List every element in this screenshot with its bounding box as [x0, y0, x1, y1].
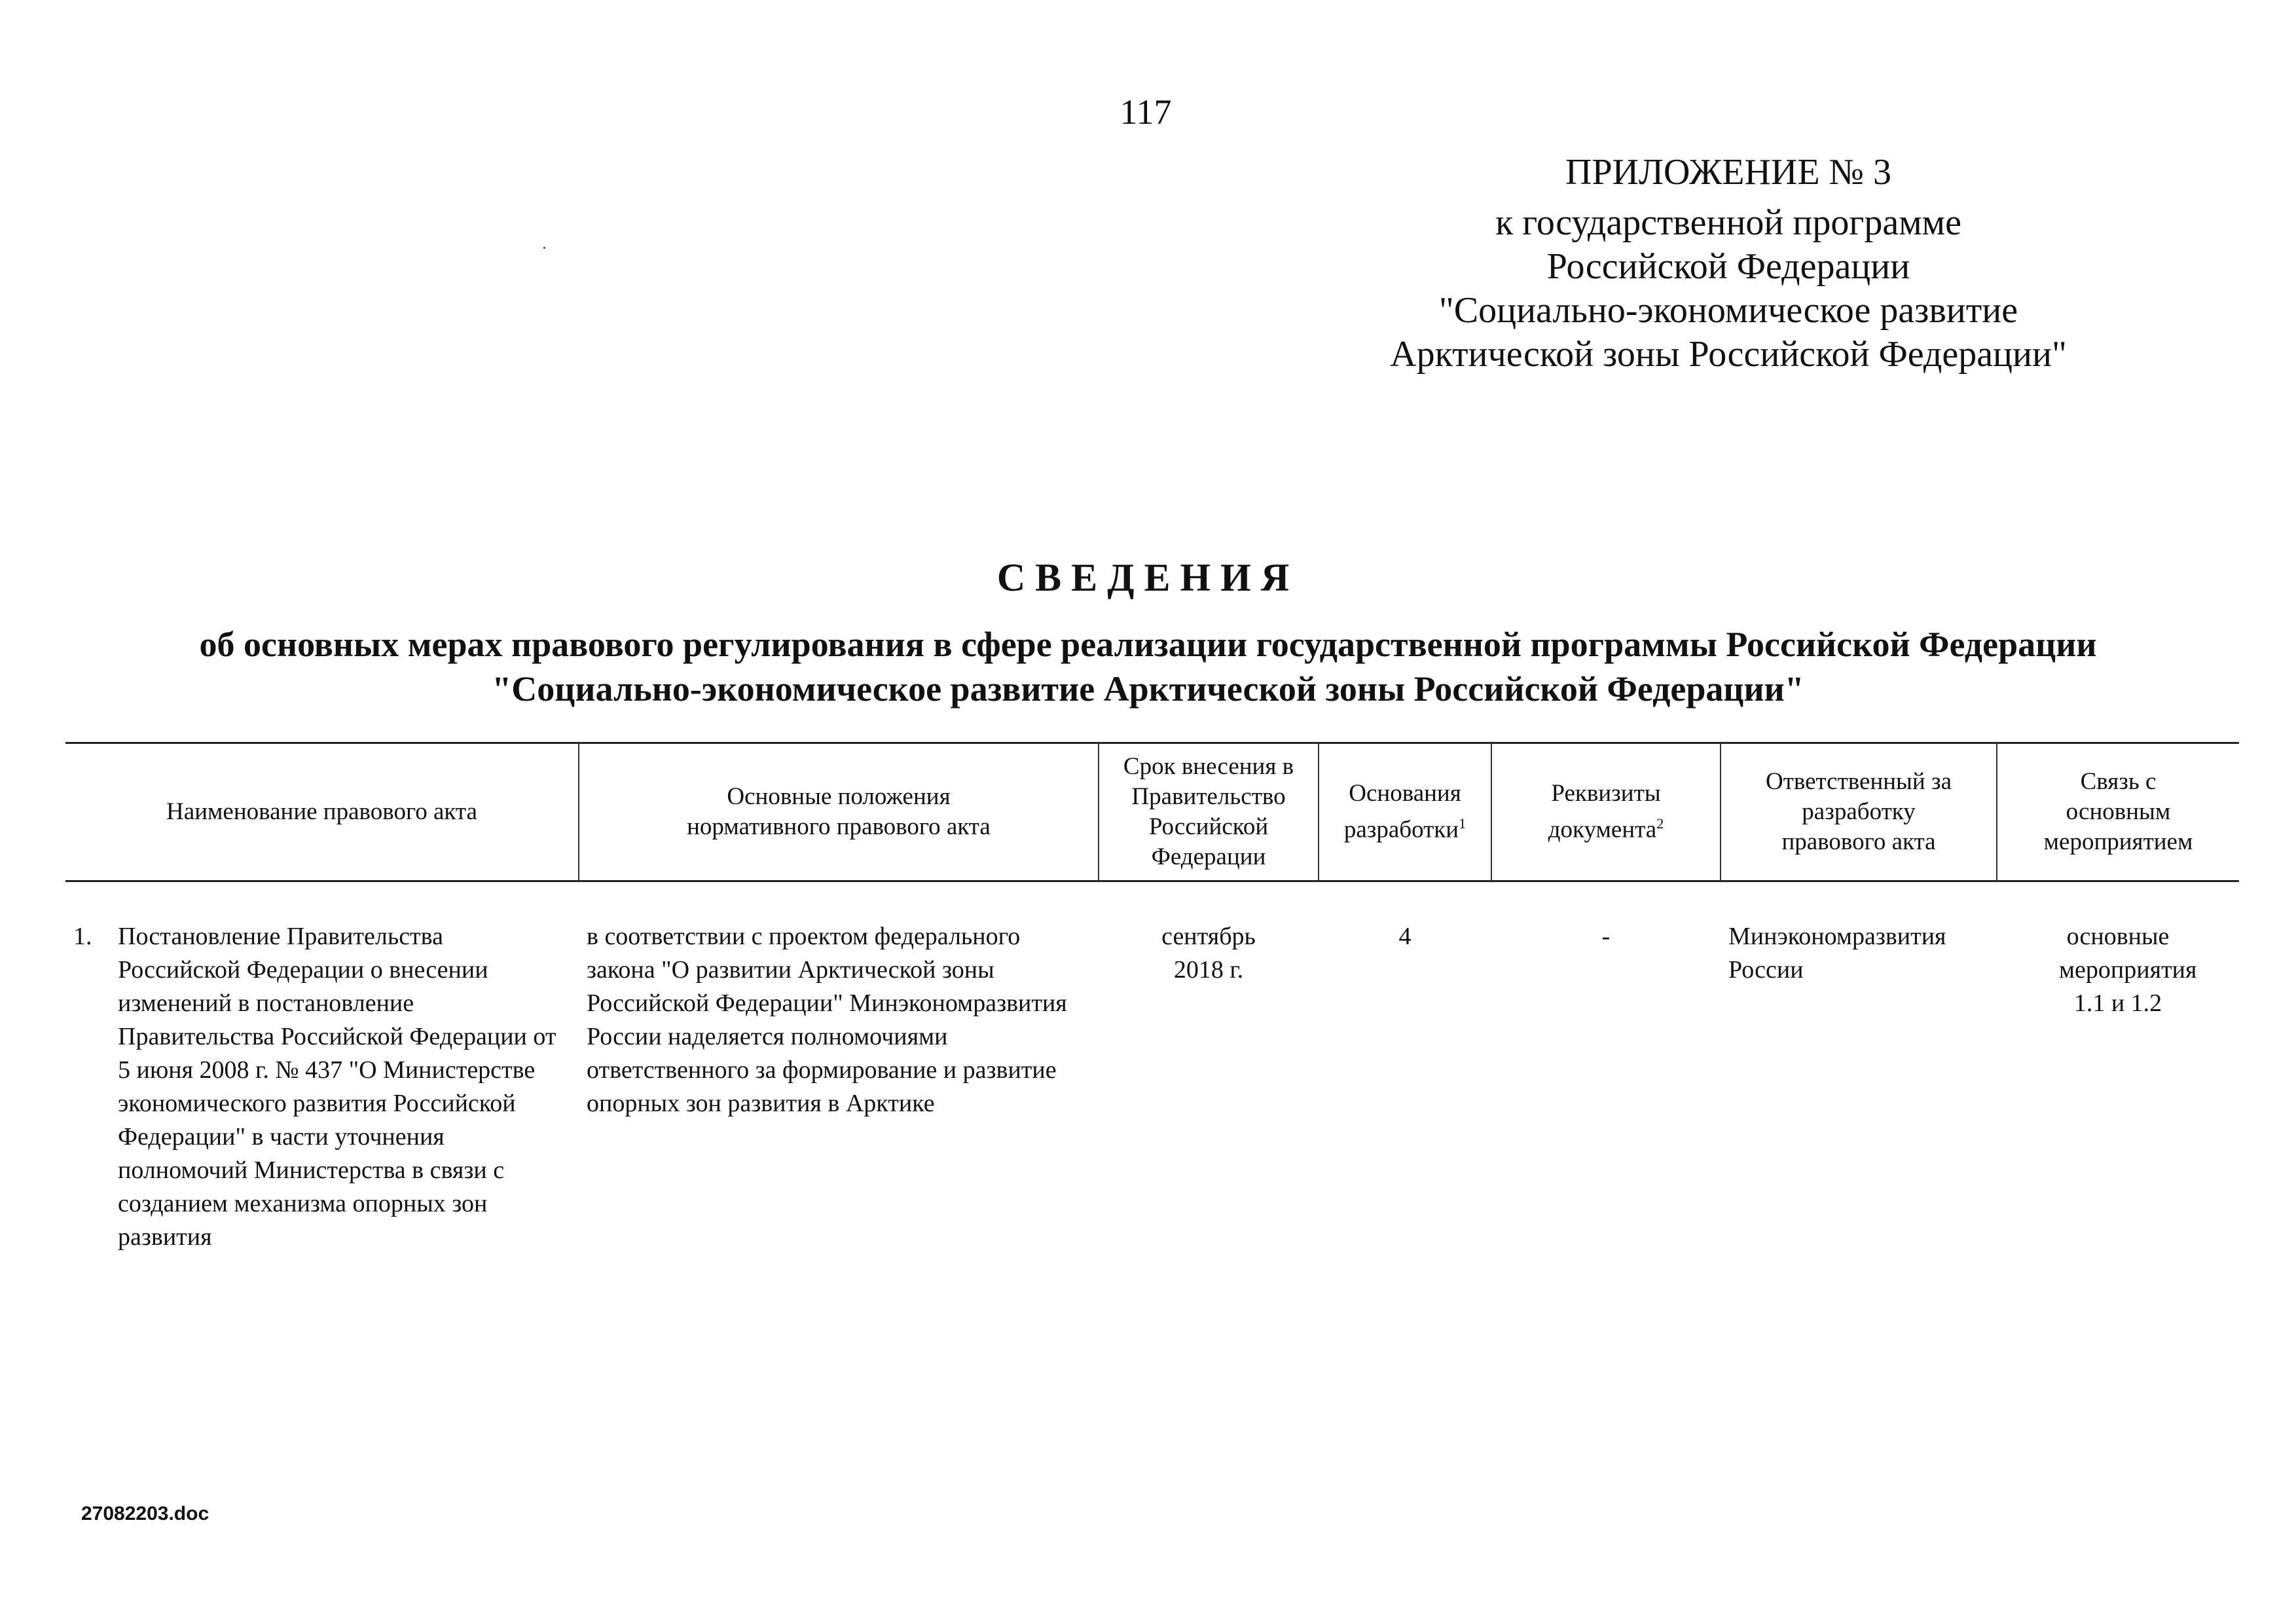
file-identifier: 27082203.doc — [81, 1503, 210, 1524]
document-subtitle — [0, 622, 2296, 711]
header-term-text: Срок внесения в Правительство Российской Федерации — [1123, 753, 1294, 870]
header-link-text: Связь с основным мероприятием — [2043, 768, 2193, 855]
header-responsible-text: Ответственный за разработку правового акта — [1765, 768, 1952, 855]
header-basis-text: Основания разработки — [1343, 780, 1461, 843]
header-requisites — [1491, 743, 1721, 881]
cell-name — [65, 881, 579, 1255]
header-term — [1099, 743, 1319, 881]
footnote-marker: 1 — [1459, 815, 1467, 832]
appendix-heading — [1336, 151, 2121, 377]
appendix-label: ПРИЛОЖЕНИЕ № 3 — [1565, 152, 1891, 193]
cell-basis: 4 — [1398, 923, 1412, 950]
cell-requisites: - — [1601, 923, 1611, 950]
appendix-line: Арктической зоны Российской Федерации" — [1390, 334, 2067, 375]
table-row — [65, 881, 2239, 1255]
cell-term — [1099, 881, 1319, 1255]
link-text: основные мероприятия 1.1 и 1.2 — [2059, 923, 2197, 1017]
appendix-line: к государственной программе — [1495, 202, 1961, 243]
header-provisions-text: Основные положения нормативного правового акта — [687, 783, 991, 840]
header-basis — [1319, 743, 1491, 881]
footnote-marker: 2 — [1656, 815, 1664, 832]
act-name: Постановление Правительства Российской Федерации о внесении изменений в постановление Правительства Российской Федерации от 5 июня 2008 г. № 437 "О Министерстве экономического развития Российской Федерации" в части уточнения полномочий Министерства в связи с созданием механизма опорных зон развития — [118, 923, 556, 1251]
subtitle-line: "Социально-экономическое развитие Арктической зоны Российской Федерации" — [492, 669, 1804, 709]
header-link — [1997, 743, 2239, 881]
scan-speck — [543, 247, 545, 249]
cell-provisions: в соответствии с проектом федерального закона "О развитии Арктической зоны Российской Федерации" Минэкономразвития России наделяется полномочиями ответственного за формирование и развитие опорных зон развития в Арктике — [587, 923, 1067, 1117]
header-responsible — [1721, 743, 1997, 881]
term-text: сентябрь 2018 г. — [1161, 923, 1256, 984]
cell-link — [1997, 881, 2239, 1255]
document-title: СВЕДЕНИЯ — [996, 556, 1300, 599]
cell-responsible: Минэкономразвития России — [1728, 923, 1946, 984]
header-provisions — [579, 743, 1099, 881]
appendix-line: "Социально-экономическое развитие — [1438, 290, 2018, 331]
table-header-row — [65, 743, 2239, 881]
row-number: 1. — [73, 923, 92, 950]
page-number: 117 — [1120, 92, 1172, 132]
header-requisites-text: Реквизиты документа — [1548, 780, 1661, 843]
measures-table — [65, 742, 2239, 1254]
appendix-line: Российской Федерации — [1546, 246, 1910, 287]
header-name: Наименование правового акта — [166, 798, 477, 825]
subtitle-line: об основных мерах правового регулирования в сфере реализации государственной программы Российской Федерации — [199, 625, 2097, 664]
